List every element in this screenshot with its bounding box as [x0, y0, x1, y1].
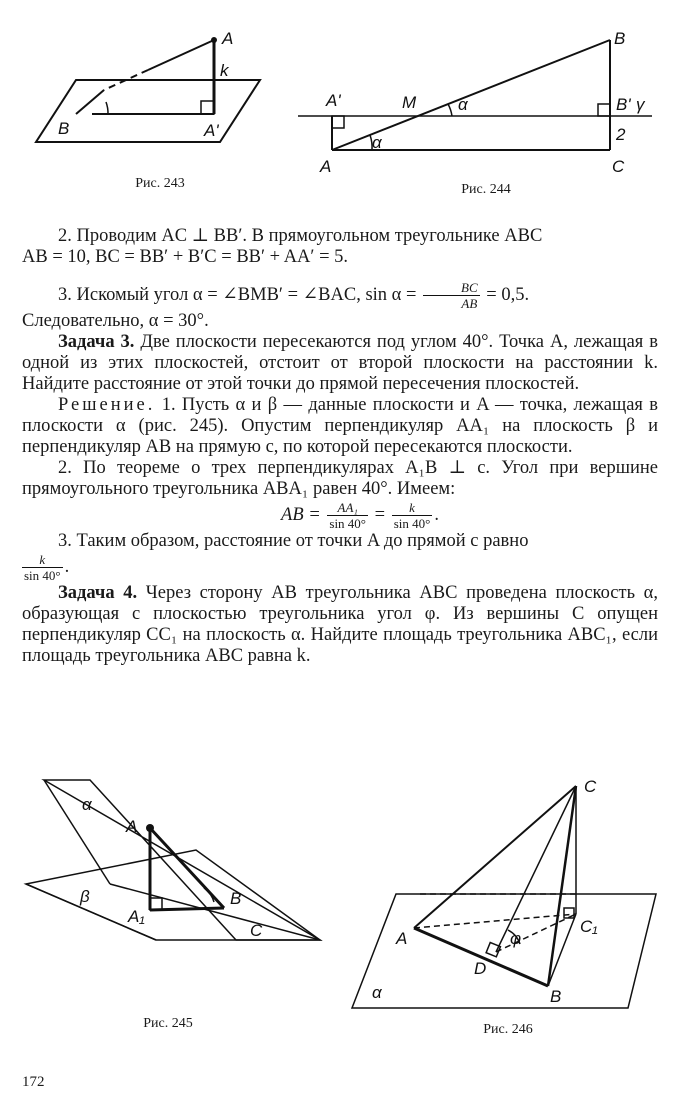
step-2-continued: AB = 10, BC = BB′ + B′C = BB′ + AA′ = 5.	[22, 247, 349, 267]
label-two: 2	[616, 125, 626, 144]
right-angle-A1	[150, 898, 162, 910]
label-B: B	[614, 29, 626, 48]
figure-246-drawing	[340, 774, 670, 1014]
label-phi: φ	[510, 929, 522, 948]
formula-ab: AB = $\frac{\text{AA₁}}{\sin 40^\circ}$ = $\frac{k}{\sin 40^\circ}$ .	[281, 500, 439, 531]
angle-arc-M	[448, 104, 452, 116]
caption-245: Рис. 245	[143, 1016, 193, 1031]
label-alpha: α	[372, 983, 382, 1002]
plane-shape	[36, 80, 260, 142]
caption-243: Рис. 243	[135, 176, 185, 191]
label-C1: C₁	[580, 917, 598, 936]
problem-3: Задача 3. Две плоскости пересекаются под углом 40°. Точка A, лежащая в одной из этих плоскостей, отстоит от второй плоскости на расстоянии k. Найдите расстояние от этой точки до прямой пересечения плоскостей.	[22, 332, 658, 394]
label-A1: A₁	[128, 907, 145, 926]
label-k: k	[220, 61, 229, 80]
right-angle-mark	[201, 101, 214, 114]
right-angle-A1	[332, 116, 344, 128]
label-D: D	[474, 959, 487, 978]
fraction-bc-ab: $\frac{BC}{AB}$	[423, 280, 480, 311]
figure-244-drawing	[290, 24, 660, 180]
plane-beta	[26, 850, 320, 940]
label-B: B	[550, 987, 562, 1006]
label-beta: β	[80, 887, 90, 906]
figure-245-drawing	[20, 774, 330, 974]
fraction-answer: $\frac{k}{\sin 40^\circ}$	[24, 552, 61, 583]
problem-4-title: Задача 4.	[58, 583, 138, 603]
solution-step-3: 3. Таким образом, расстояние от точки A до прямой c равно	[58, 531, 529, 551]
figure-243	[28, 30, 268, 160]
label-A: A	[126, 817, 138, 836]
main-text	[22, 226, 658, 667]
label-M: M	[402, 93, 417, 112]
fraction-k: $\frac{k}{\sin 40^\circ}$	[393, 500, 431, 531]
right-angle-D	[486, 942, 500, 956]
label-A: A	[320, 157, 332, 176]
fraction-aa1: $\frac{\text{AA₁}}{\sin 40^\circ}$	[329, 500, 367, 531]
label-A1: A'	[204, 121, 219, 140]
page-number: 172	[22, 1074, 45, 1090]
problem-4: Задача 4. Через сторону AB треугольника ABC проведена плоскость α, образующая с плоскостью треугольника угол φ. Из вершины C опущен перпендикуляр CC₁ на плоскость α. Найдите площадь треугольника ABC₁, если площадь треугольника ABC равна k.	[22, 583, 658, 666]
label-A: A	[222, 30, 234, 48]
plane-alpha	[352, 894, 656, 1008]
step-3-result: Следовательно, α = 30°.	[22, 311, 209, 331]
point-A	[146, 824, 154, 832]
label-alpha-top: α	[458, 95, 468, 114]
label-alpha-bottom: α	[372, 133, 382, 152]
label-B1: B'	[616, 95, 631, 114]
angle-arc	[106, 102, 108, 114]
label-C: C	[584, 777, 597, 796]
figure-243-drawing	[28, 30, 268, 160]
solution-word: Решение.	[58, 395, 156, 415]
step-3: 3. Искомый угол α = ∠BMB′ = ∠BAC, sin α = $\frac{BC}{AB}$ = 0,5.	[58, 280, 530, 311]
label-C: C	[250, 921, 263, 940]
right-angle-B1	[598, 104, 610, 116]
line-AB-upper	[148, 40, 214, 70]
caption-246: Рис. 246	[483, 1022, 533, 1037]
solution-step-1: Решение. 1. Пусть α и β — данные плоскости и A — точка, лежащая в плоскости α (рис. 245). Опустим перпендикуляр AA₁ на плоскость β и перпендикуляр AB на прямую c, по которой пересекаются плоскости.	[22, 395, 659, 457]
label-A: A	[396, 929, 408, 948]
label-C: C	[612, 157, 625, 176]
label-A1: A'	[326, 91, 341, 110]
label-gamma: γ	[636, 95, 645, 114]
label-B: B	[230, 889, 242, 908]
problem-3-title: Задача 3.	[58, 332, 135, 352]
line-AB-lower	[76, 90, 104, 114]
caption-244: Рис. 244	[461, 182, 511, 197]
solution-answer: $\frac{k}{\sin 40^\circ}$ .	[24, 552, 70, 583]
segment-CA	[414, 786, 576, 928]
figure-244	[290, 24, 660, 180]
figure-246	[340, 774, 670, 1014]
solution-step-2: 2. По теореме о трех перпендикулярах A₁B ⊥ c. Угол при вершине прямоугольного треугольника ABA₁ равен 40°. Имеем:	[22, 458, 658, 499]
label-B: B	[58, 119, 70, 138]
step-2: 2. Проводим AC ⊥ BB′. В прямоугольном треугольнике ABC	[58, 226, 543, 246]
figure-245	[20, 774, 330, 974]
label-alpha: α	[82, 795, 92, 814]
point-A	[211, 37, 217, 43]
segment-AB	[150, 828, 224, 908]
plane-alpha-left	[44, 780, 110, 884]
